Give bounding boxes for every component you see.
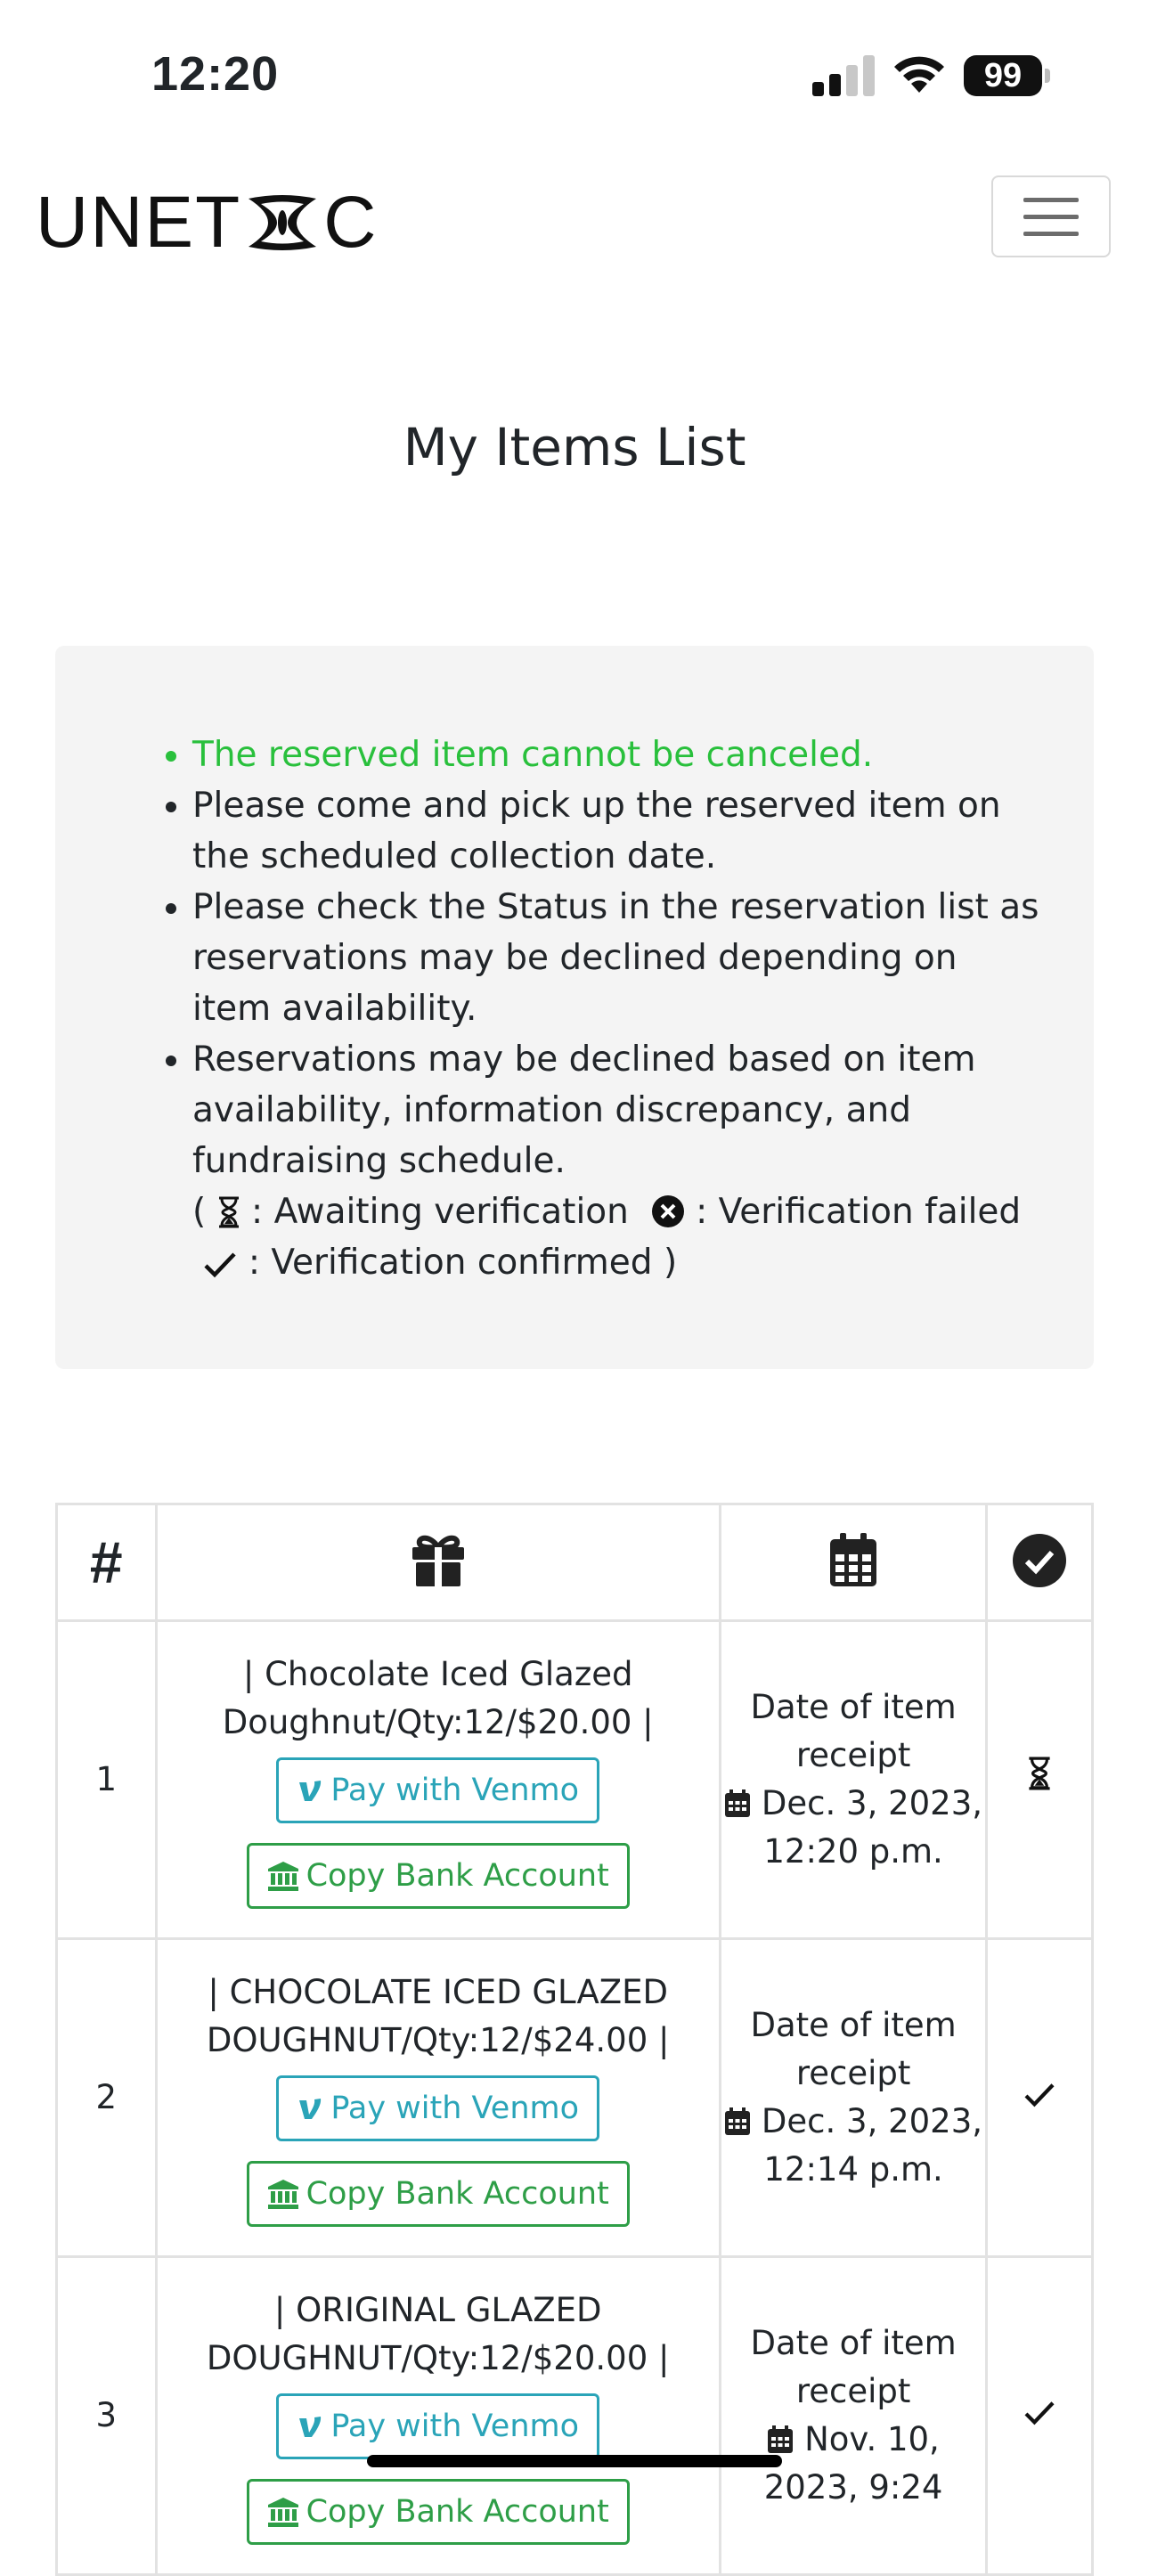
home-indicator[interactable]	[367, 2455, 782, 2467]
status-legend: ( : Awaiting verification : Verification failed : Verification confirmed )	[192, 1192, 1022, 1283]
check-icon	[203, 1251, 237, 1279]
calendar-icon	[724, 1789, 751, 1818]
menu-toggle-button[interactable]	[991, 175, 1111, 257]
calendar-icon	[724, 2107, 751, 2136]
table-header-row	[57, 1504, 1093, 1621]
header-date	[720, 1504, 987, 1621]
hourglass-icon	[217, 1196, 240, 1228]
notice-item	[192, 1034, 1040, 1288]
copy-bank-account-button[interactable]: Copy Bank Account	[247, 2479, 630, 2545]
table-row	[57, 1939, 1093, 2257]
date-cell	[720, 2257, 987, 2575]
notice-item-text: Reservations may be declined based on item availability, information discrepancy, and fundraising schedule.	[192, 1039, 976, 1181]
status-bar	[0, 0, 1149, 156]
battery-level: 99	[964, 55, 1042, 96]
date-value: Dec. 3, 2023, 12:20 p.m.	[761, 1784, 983, 1871]
item-cell	[156, 1621, 720, 1939]
header-status	[987, 1504, 1093, 1621]
logo-text-right: C	[323, 182, 379, 263]
bank-icon	[267, 1861, 299, 1891]
header-item	[156, 1504, 720, 1621]
wifi-icon	[891, 52, 948, 94]
page-title: My Items List	[403, 417, 746, 477]
pay-with-venmo-button[interactable]: Pay with Venmo	[276, 2393, 599, 2459]
date-value: Dec. 3, 2023, 12:14 p.m.	[761, 2102, 983, 2189]
status-cell	[987, 2257, 1093, 2575]
pay-with-venmo-button[interactable]: Pay with Venmo	[276, 2075, 599, 2141]
brand-logo[interactable]	[36, 182, 379, 263]
logo-mark-icon	[243, 192, 322, 254]
date-value: Nov. 10, 2023, 9:24	[763, 2420, 943, 2507]
item-name: | Chocolate Iced Glazed Doughnut/Qty:12/$20.00 |	[222, 1655, 654, 1741]
copy-bank-account-button[interactable]: Copy Bank Account	[247, 2161, 630, 2227]
navbar	[0, 169, 1149, 272]
status-cell	[987, 1939, 1093, 2257]
notice-item: • The reserved item cannot be canceled.	[192, 730, 1040, 780]
date-label: Date of item receipt	[750, 2006, 957, 2092]
times-circle-icon	[651, 1194, 685, 1228]
venmo-icon	[297, 2413, 323, 2440]
logo-text-left: UNET	[36, 182, 242, 263]
date-label: Date of item receipt	[750, 1688, 957, 1774]
item-name: | ORIGINAL GLAZED DOUGHNUT/Qty:12/$20.00 |	[206, 2291, 670, 2377]
check-icon	[1023, 2400, 1055, 2426]
gift-icon	[411, 1533, 466, 1588]
venmo-icon	[297, 2095, 323, 2122]
notice-box	[55, 646, 1094, 1369]
notice-item: • Please check the Status in the reservation list as reservations may be declined depending on item availability.	[192, 882, 1040, 1034]
status-time: 12:20	[151, 47, 280, 101]
items-table	[55, 1503, 1094, 2576]
bank-icon	[267, 2179, 299, 2209]
calendar-icon	[767, 2425, 794, 2454]
battery-icon	[964, 55, 1051, 98]
item-cell	[156, 2257, 720, 2575]
check-icon	[1023, 2082, 1055, 2108]
notice-list	[137, 730, 1040, 1288]
hamburger-icon	[1023, 198, 1079, 202]
venmo-icon	[297, 1777, 323, 1804]
hourglass-icon	[1027, 1757, 1052, 1790]
calendar-icon	[828, 1533, 878, 1588]
date-cell	[720, 1939, 987, 2257]
check-circle-icon	[1012, 1533, 1067, 1588]
row-number: 3	[57, 2257, 157, 2575]
copy-bank-account-button[interactable]: Copy Bank Account	[247, 1843, 630, 1909]
row-number: 2	[57, 1939, 157, 2257]
notice-item: • Please come and pick up the reserved item on the scheduled collection date.	[192, 780, 1040, 882]
status-cell	[987, 1621, 1093, 1939]
table-row	[57, 2257, 1093, 2575]
header-number: #	[57, 1504, 157, 1621]
cellular-signal-icon	[812, 55, 876, 96]
date-cell	[720, 1621, 987, 1939]
bank-icon	[267, 2497, 299, 2527]
pay-with-venmo-button[interactable]: Pay with Venmo	[276, 1757, 599, 1823]
row-number: 1	[57, 1621, 157, 1939]
item-cell	[156, 1939, 720, 2257]
table-row	[57, 1621, 1093, 1939]
date-label: Date of item receipt	[750, 2324, 957, 2410]
item-name: | CHOCOLATE ICED GLAZED DOUGHNUT/Qty:12/$24.00 |	[206, 1973, 670, 2059]
